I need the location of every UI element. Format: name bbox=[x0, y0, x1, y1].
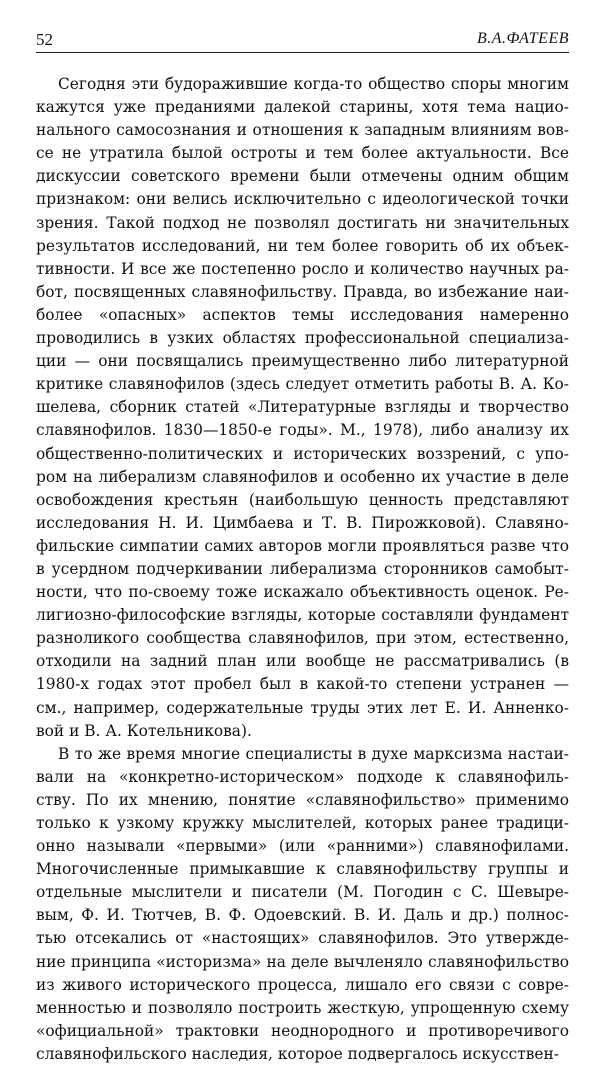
text-line: шелева, сборник статей «Литературные взгляды и творчество bbox=[36, 398, 569, 417]
text-line: нального самосознания и отношения к западным влияниям вов- bbox=[36, 121, 569, 140]
text-line: в усердном подчеркивании либерализма сторонников самобыт- bbox=[36, 559, 569, 578]
text-line: только к узкому кружку мыслителей, которых ранее традици- bbox=[36, 814, 569, 832]
paragraph bbox=[36, 73, 569, 743]
text-line: дискуссии советского времени были отмечены одним общим bbox=[36, 167, 569, 186]
text-line: общественно-политических и исторических воззрений, с упо- bbox=[36, 444, 569, 463]
text-line: вым, Ф. И. Тютчев, В. Ф. Одоевский. В. И. Даль и др.) полнос- bbox=[36, 906, 569, 925]
text-line: исследования Н. И. Цимбаева и Т. В. Пирожковой). Славяно- bbox=[36, 513, 569, 532]
text-line: тивности. И все же постепенно росло и количество научных ра- bbox=[36, 259, 569, 278]
text-line: ром на либерализм славянофилов и особенно их участие в деле bbox=[36, 467, 569, 486]
page-number: 52 bbox=[36, 30, 53, 49]
text-line: вой и В. А. Котельникова). bbox=[36, 721, 252, 740]
text-line: см., например, содержательные труды этих лет Е. И. Анненко- bbox=[36, 698, 569, 717]
text-line: славянофильского наследия, которое подвергалось искусствен- bbox=[36, 1044, 559, 1063]
text-line: разноликого сообщества славянофилов, при этом, естественно, bbox=[36, 629, 569, 648]
text-line: славянофилов. 1830—1850-е годы». М., 1978), либо анализу их bbox=[36, 421, 569, 440]
text-line: отдельные мыслители и писатели (М. Погодин с С. Шевыре- bbox=[36, 883, 569, 902]
text-line: Многочисленные примыкавшие к славянофильству группы и bbox=[36, 860, 569, 879]
text-line: из живого исторического процесса, лишало его связи с совре- bbox=[36, 975, 569, 994]
text-line: фильские симпатии самих авторов могли проявляться разве что bbox=[36, 536, 569, 555]
text-line: тью отсекались от «настоящих» славянофилов. Это утвержде- bbox=[36, 929, 569, 948]
text-line: онно называли «первыми» (или «ранними») славянофилами. bbox=[36, 837, 569, 856]
text-line: признаком: они велись исключительно с идеологической точки bbox=[36, 190, 569, 209]
text-line: вали на «конкретно-историческом» подходе к славянофиль- bbox=[36, 767, 569, 786]
running-head-author: В.А.ФАТЕЕВ bbox=[477, 30, 569, 47]
book-page bbox=[36, 24, 569, 1066]
paragraph bbox=[36, 743, 569, 1066]
text-line: освобождения крестьян (наибольшую ценность представляют bbox=[36, 490, 569, 509]
text-line: кажутся уже преданиями далекой старины, хотя тема нацио- bbox=[36, 98, 569, 117]
text-line: проводились в узких областях профессиональной специализа- bbox=[36, 329, 569, 348]
body-text bbox=[36, 73, 569, 1066]
page-header bbox=[36, 24, 569, 53]
text-line: менностью и позволяло построить жесткую, упрощенную схему bbox=[36, 998, 569, 1017]
text-line: ности, что по-своему тоже искажало объективность оценок. Ре- bbox=[36, 583, 569, 602]
text-line: «официальной» трактовки неоднородного и противоречивого bbox=[36, 1021, 569, 1040]
text-line: зрения. Такой подход не позволял достигать ни значительных bbox=[36, 213, 569, 232]
text-line: критике славянофилов (здесь следует отметить работы В. А. Ко- bbox=[36, 375, 569, 394]
text-line: ние принципа «историзма» на деле вычленяло славянофильство bbox=[36, 952, 569, 971]
text-line: 1980-х годах этот пробел был в какой-то степени устранен — bbox=[36, 675, 569, 694]
text-line: Сегодня эти будоражившие когда-то общество споры многим bbox=[58, 75, 569, 93]
text-line: В то же время многие специалисты в духе марксизма настаи- bbox=[58, 744, 569, 763]
text-line: лигиозно-философские взгляды, которые составляли фундамент bbox=[36, 606, 569, 625]
text-line: отходили на задний план или вообще не рассматривались (в bbox=[36, 652, 569, 671]
text-line: бот, посвященных славянофильству. Правда, во избежание наи- bbox=[36, 282, 569, 301]
text-line: ции — они посвящались преимущественно либо литературной bbox=[36, 352, 569, 371]
text-line: результатов исследований, ни тем более говорить об их объек- bbox=[36, 236, 569, 255]
text-line: се не утратила былой остроты и тем более актуальности. Все bbox=[36, 144, 569, 163]
text-line: ству. По их мнению, понятие «славянофильство» применимо bbox=[36, 790, 569, 809]
text-line: более «опасных» аспектов темы исследования намеренно bbox=[36, 305, 569, 324]
